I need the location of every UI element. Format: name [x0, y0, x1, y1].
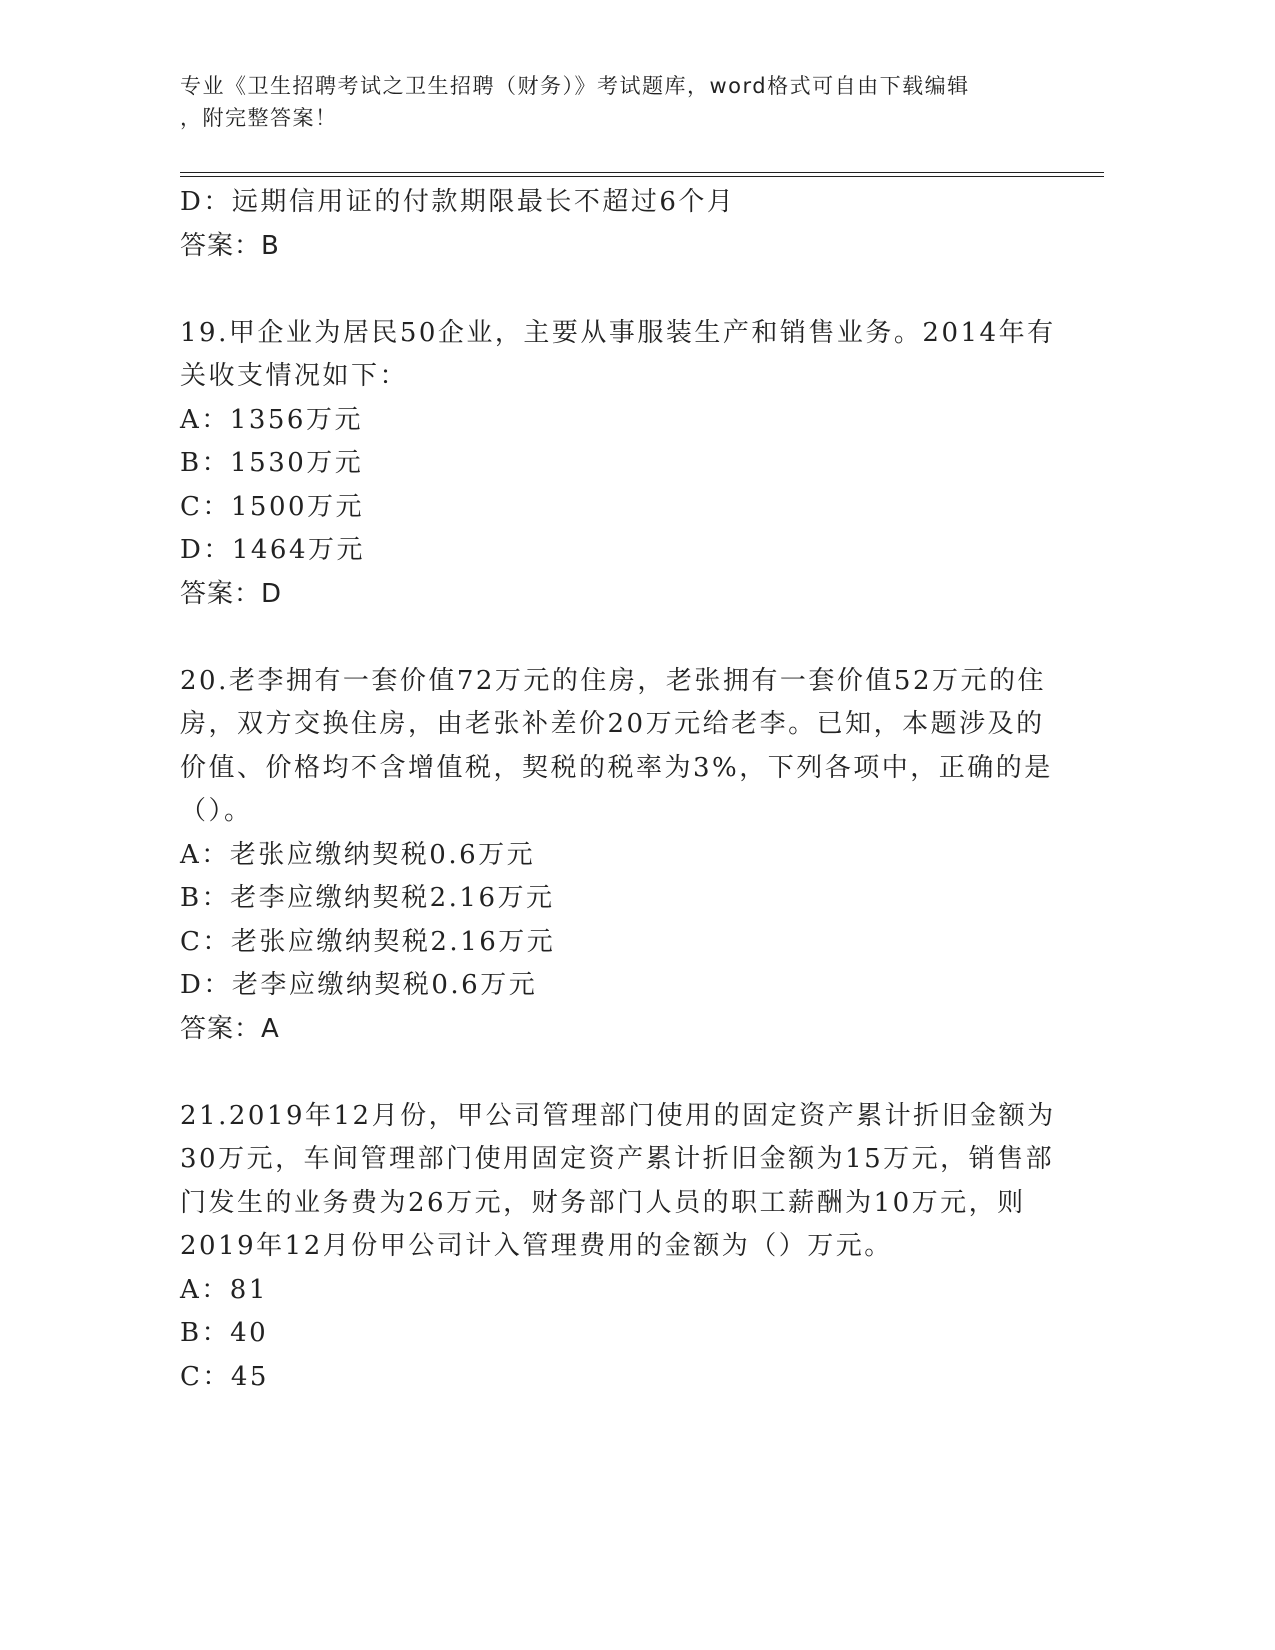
section-spacer [180, 268, 1040, 312]
question-text-line: 2019年12月份甲公司计入管理费用的金额为（）万元。 [180, 1231, 893, 1261]
answer-option: A：1356万元 [180, 404, 363, 435]
question-list [180, 181, 1056, 1399]
answer-option: B：老李应缴纳契税2.16万元 [180, 883, 555, 913]
question-text-line: 20.老李拥有一套价值72万元的住房，老张拥有一套价值52万元的住 [180, 665, 1047, 696]
answer-option: D：1464万元 [180, 535, 366, 565]
answer-key: 答案：B [180, 230, 280, 261]
header-divider [180, 172, 1104, 177]
header-line-1: 专业《卫生招聘考试之卫生招聘（财务）》考试题库，word格式可自由下载编辑 [180, 74, 970, 98]
section-spacer [180, 1051, 1040, 1095]
question-text-line: 21.2019年12月份，甲公司管理部门使用的固定资产累计折旧金额为 [180, 1100, 1056, 1131]
question-text-line: 关收支情况如下： [180, 361, 409, 391]
answer-key: 答案：A [180, 1013, 280, 1044]
page-header [180, 70, 1040, 134]
answer-option: B：40 [180, 1318, 269, 1348]
answer-option: C：45 [180, 1361, 269, 1392]
answer-option: C：老张应缴纳契税2.16万元 [180, 926, 556, 957]
answer-option: A：81 [180, 1274, 268, 1305]
question-text-line: 19.甲企业为居民50企业，主要从事服装生产和销售业务。2014年有 [180, 317, 1056, 348]
answer-option: D：远期信用证的付款期限最长不超过6个月 [180, 187, 736, 217]
answer-option: A：老张应缴纳契税0.6万元 [180, 839, 536, 870]
answer-key: 答案：D [180, 578, 283, 609]
question-text-line: 门发生的业务费为26万元，财务部门人员的职工薪酬为10万元，则 [180, 1187, 1026, 1218]
answer-option: C：1500万元 [180, 491, 365, 522]
question-text-line: （）。 [180, 796, 253, 826]
answer-option: D：老李应缴纳契税0.6万元 [180, 970, 538, 1000]
question-text-line: 房，双方交换住房，由老张补差价20万元给老李。已知，本题涉及的 [180, 709, 1045, 739]
section-spacer [180, 616, 1040, 660]
question-text-line: 30万元，车间管理部门使用固定资产累计折旧金额为15万元，销售部 [180, 1144, 1055, 1174]
answer-option: B：1530万元 [180, 448, 364, 478]
question-text-line: 价值、价格均不含增值税，契税的税率为3%，下列各项中，正确的是 [180, 752, 1053, 783]
header-line-2: ，附完整答案！ [180, 106, 338, 130]
